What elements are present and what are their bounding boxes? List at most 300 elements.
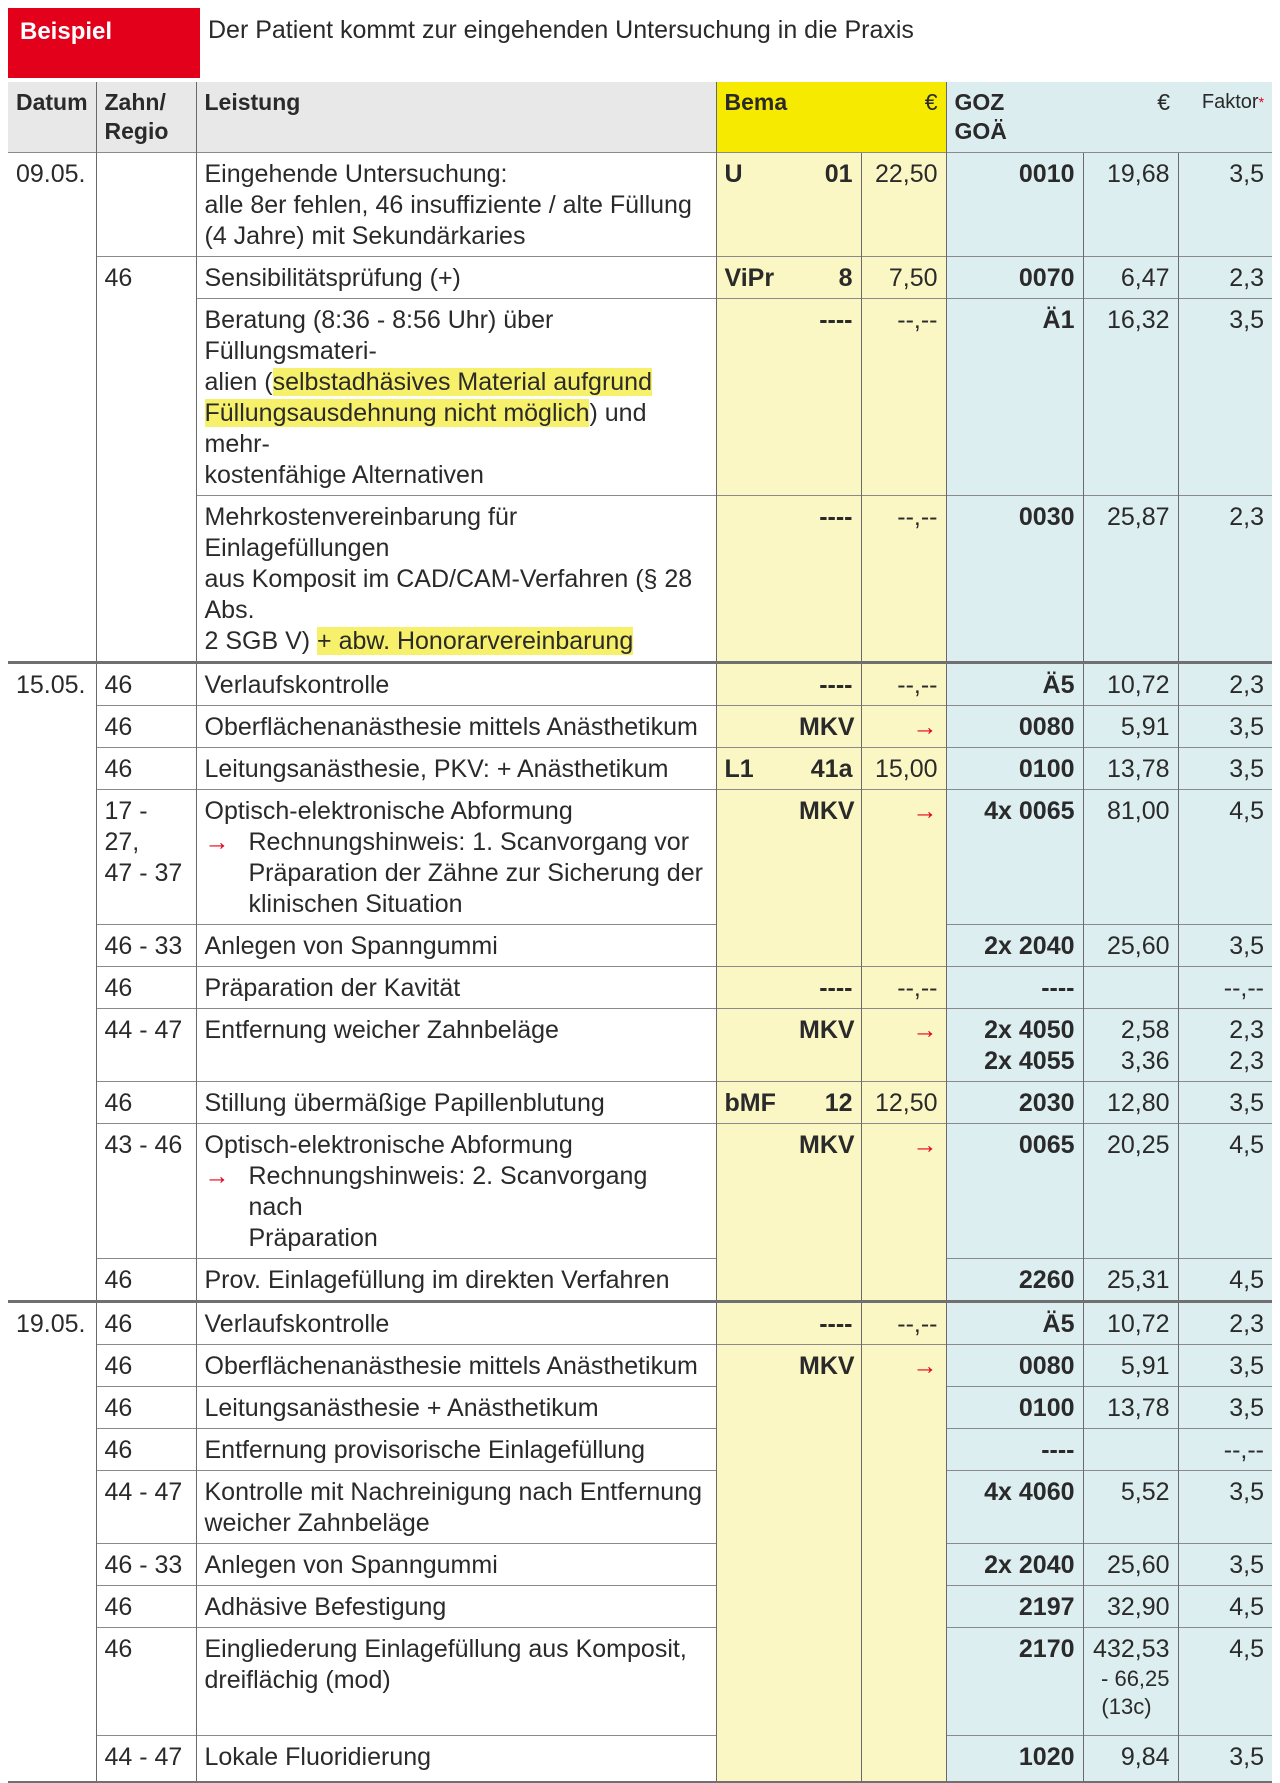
- cell-date: 09.05.: [8, 153, 96, 257]
- goz-code: ----: [1041, 974, 1075, 1002]
- cell-goz-code: [946, 925, 1083, 967]
- cell-bema-euro: 12,50: [861, 1082, 946, 1124]
- goz-code: 2x 2040: [984, 932, 1075, 960]
- cell-tooth: [96, 1586, 196, 1628]
- header-faktor: Faktor*: [1178, 82, 1272, 153]
- tooth-value: 46 - 33: [104, 1551, 183, 1579]
- service-highlight: Füllungsausdehnung nicht möglich: [204, 399, 590, 427]
- goz-code: 0080: [1018, 1352, 1075, 1380]
- cell-tooth: [96, 1124, 196, 1259]
- header-zahn-regio: Zahn/ Regio: [96, 82, 196, 153]
- cell-goz-euro: [1083, 790, 1178, 925]
- service-line: Verlaufskontrolle: [204, 671, 390, 699]
- faktor-value: 3,5: [1229, 160, 1265, 188]
- faktor-value: 3,5: [1229, 1089, 1265, 1117]
- faktor-value: 2,3: [1229, 503, 1265, 531]
- cell-service: [196, 257, 716, 299]
- cell-goz-euro: [1083, 299, 1178, 496]
- cell-faktor: [1178, 1471, 1272, 1544]
- cell-bema-number: ----: [791, 1302, 861, 1345]
- cell-date: [8, 1345, 96, 1387]
- service-line: ) und mehr-: [204, 399, 647, 458]
- cell-goz-code: [946, 496, 1083, 663]
- table-row: [8, 496, 1272, 663]
- table-row: [8, 1009, 1272, 1082]
- goz-euro: 19,68: [1106, 160, 1170, 188]
- cell-date: 19.05.: [8, 1302, 96, 1345]
- cell-date: [8, 1429, 96, 1471]
- service-line: Adhäsive Befestigung: [204, 1593, 447, 1621]
- faktor-value: 2,3: [1229, 1016, 1265, 1044]
- cell-faktor: [1178, 1429, 1272, 1471]
- cell-service: [196, 925, 716, 967]
- cell-bema-code: [716, 1429, 791, 1471]
- faktor-value: 3,5: [1229, 713, 1265, 741]
- service-line: dreiflächig (mod): [204, 1666, 391, 1694]
- cell-bema-euro: 22,50: [861, 153, 946, 257]
- tooth-value: 46: [104, 974, 133, 1002]
- cell-date: [8, 967, 96, 1009]
- cell-bema-euro: --,--: [861, 663, 946, 706]
- cell-bema-euro: 15,00: [861, 748, 946, 790]
- service-line: weicher Zahnbeläge: [204, 1509, 430, 1537]
- service-line: Anlegen von Spanngummi: [204, 1551, 498, 1579]
- faktor-value: 4,5: [1229, 1593, 1265, 1621]
- cell-bema-euro: →: [861, 1345, 946, 1387]
- cell-bema-number: 8: [791, 257, 861, 299]
- goz-euro: 9,84: [1120, 1743, 1170, 1771]
- cell-goz-code: [946, 1302, 1083, 1345]
- cell-bema-number: [791, 1628, 861, 1736]
- table-row: [8, 257, 1272, 299]
- cell-goz-euro: [1083, 257, 1178, 299]
- service-line: Kontrolle mit Nachreinigung nach Entfernung: [204, 1478, 703, 1506]
- cell-tooth: [96, 925, 196, 967]
- cell-date: [8, 1544, 96, 1586]
- faktor-value: 4,5: [1229, 1635, 1265, 1663]
- cell-bema-number: MKV: [791, 1124, 861, 1259]
- cell-faktor: [1178, 1628, 1272, 1736]
- cell-goz-code: [946, 706, 1083, 748]
- cell-service: [196, 1082, 716, 1124]
- cell-goz-euro: [1083, 925, 1178, 967]
- goz-code: ----: [1041, 1436, 1075, 1464]
- cell-bema-number: MKV: [791, 1009, 861, 1082]
- table-row: [8, 967, 1272, 1009]
- cell-tooth: [96, 706, 196, 748]
- goz-euro: 25,87: [1106, 503, 1170, 531]
- cell-faktor: [1178, 1082, 1272, 1124]
- faktor-value: 3,5: [1229, 1551, 1265, 1579]
- table-row: [8, 1736, 1272, 1782]
- tooth-value: 46: [104, 1352, 133, 1380]
- service-line: Oberflächenanästhesie mittels Anästhetikum: [204, 713, 698, 741]
- goz-euro: 13,78: [1106, 1394, 1170, 1422]
- cell-bema-code: [716, 1345, 791, 1387]
- cell-service: [196, 1345, 716, 1387]
- cell-faktor: [1178, 1544, 1272, 1586]
- cell-date: [8, 299, 96, 496]
- goz-code: 1020: [1018, 1743, 1075, 1771]
- cell-bema-number: [791, 925, 861, 967]
- cell-bema-code: [716, 1302, 791, 1345]
- cell-date: [8, 1586, 96, 1628]
- cell-bema-euro: →: [861, 1009, 946, 1082]
- cell-bema-euro: →: [861, 790, 946, 925]
- cell-goz-code: [946, 1429, 1083, 1471]
- cell-goz-code: [946, 299, 1083, 496]
- service-line: Oberflächenanästhesie mittels Anästhetikum: [204, 1352, 698, 1380]
- note-line: Präparation der Zähne zur Sicherung der: [248, 859, 703, 887]
- cell-faktor: [1178, 1586, 1272, 1628]
- service-line: Leitungsanästhesie, PKV: + Anästhetikum: [204, 755, 669, 783]
- goz-euro: 20,25: [1106, 1131, 1170, 1159]
- service-line: Beratung (8:36 - 8:56 Uhr) über Füllungsmateri-: [204, 306, 554, 365]
- goz-euro: 12,80: [1106, 1089, 1170, 1117]
- cell-tooth: [96, 1082, 196, 1124]
- goz-code: 0100: [1018, 755, 1075, 783]
- cell-goz-code: [946, 1471, 1083, 1544]
- cell-goz-euro: [1083, 496, 1178, 663]
- cell-date: [8, 1009, 96, 1082]
- faktor-value: 2,3: [1229, 671, 1265, 699]
- cell-faktor: [1178, 790, 1272, 925]
- service-line: alien (: [204, 368, 273, 396]
- cell-service: [196, 1736, 716, 1782]
- service-line: Eingehende Untersuchung:: [204, 160, 508, 188]
- faktor-value: 3,5: [1229, 932, 1265, 960]
- cell-bema-number: 01: [791, 153, 861, 257]
- cell-bema-number: [791, 1544, 861, 1586]
- cell-date: [8, 925, 96, 967]
- table-row: [8, 1124, 1272, 1259]
- cell-tooth: [96, 1259, 196, 1302]
- example-badge: Beispiel: [8, 8, 200, 78]
- goz-euro: 16,32: [1106, 306, 1170, 334]
- cell-tooth: [96, 1345, 196, 1387]
- cell-date: [8, 1471, 96, 1544]
- goz-code: 2x 2040: [984, 1551, 1075, 1579]
- service-line: Lokale Fluoridierung: [204, 1743, 432, 1771]
- cell-bema-code: [716, 496, 791, 663]
- cell-faktor: [1178, 1736, 1272, 1782]
- cell-tooth: [96, 257, 196, 299]
- cell-bema-number: MKV: [791, 790, 861, 925]
- cell-service: [196, 496, 716, 663]
- cell-tooth: [96, 748, 196, 790]
- cell-tooth: [96, 1471, 196, 1544]
- table-row: [8, 1628, 1272, 1736]
- cell-bema-code: [716, 1124, 791, 1259]
- cell-bema-euro: [861, 1586, 946, 1628]
- cell-goz-euro: [1083, 1082, 1178, 1124]
- tooth-value: 44 - 47: [104, 1016, 183, 1044]
- cell-faktor: [1178, 1345, 1272, 1387]
- cell-goz-euro: [1083, 1124, 1178, 1259]
- cell-tooth: [96, 1628, 196, 1736]
- cell-service: [196, 1544, 716, 1586]
- table-row: [8, 1429, 1272, 1471]
- faktor-value: 2,3: [1229, 1310, 1265, 1338]
- cell-bema-code: bMF: [716, 1082, 791, 1124]
- cell-goz-code: [946, 1387, 1083, 1429]
- cell-bema-code: [716, 1009, 791, 1082]
- cell-tooth: [96, 1009, 196, 1082]
- goz-code: 0070: [1018, 264, 1075, 292]
- goz-code: 0080: [1018, 713, 1075, 741]
- tooth-value: 46: [104, 1436, 133, 1464]
- cell-goz-code: [946, 153, 1083, 257]
- red-arrow-icon: →: [204, 1162, 230, 1190]
- tooth-value: 46: [104, 1266, 133, 1294]
- goz-euro: 81,00: [1106, 797, 1170, 825]
- cell-service: [196, 967, 716, 1009]
- cell-goz-code: [946, 1544, 1083, 1586]
- cell-bema-code: [716, 663, 791, 706]
- cell-faktor: [1178, 299, 1272, 496]
- cell-goz-euro: [1083, 967, 1178, 1009]
- header-goz: GOZ GOÄ €: [946, 82, 1178, 153]
- goz-code: Ä1: [1042, 306, 1075, 334]
- cell-date: [8, 257, 96, 299]
- cell-faktor: [1178, 663, 1272, 706]
- cell-goz-euro: [1083, 1387, 1178, 1429]
- cell-service: [196, 1009, 716, 1082]
- service-line: Stillung übermäßige Papillenblutung: [204, 1089, 605, 1117]
- tooth-value: 46: [104, 1394, 133, 1422]
- table-row: [8, 1302, 1272, 1345]
- cell-date: [8, 1387, 96, 1429]
- cell-faktor: [1178, 496, 1272, 663]
- cell-goz-code: [946, 1345, 1083, 1387]
- goz-code: 0100: [1018, 1394, 1075, 1422]
- cell-faktor: [1178, 1259, 1272, 1302]
- table-row: [8, 153, 1272, 257]
- cell-goz-euro: [1083, 153, 1178, 257]
- service-line: kostenfähige Alternativen: [204, 461, 484, 489]
- goz-euro: 32,90: [1106, 1593, 1170, 1621]
- cell-bema-euro: [861, 1628, 946, 1736]
- cell-tooth: [96, 299, 196, 496]
- cell-goz-euro: [1083, 1544, 1178, 1586]
- cell-bema-number: MKV: [791, 1345, 861, 1387]
- table-row: [8, 706, 1272, 748]
- goz-code: 4x 4060: [984, 1478, 1075, 1506]
- goz-code: 0030: [1018, 503, 1075, 531]
- tooth-value: 46: [104, 671, 133, 699]
- tooth-value: 46: [104, 755, 133, 783]
- tooth-value: 46: [104, 713, 133, 741]
- cell-bema-code: L1: [716, 748, 791, 790]
- goz-code: Ä5: [1042, 1310, 1075, 1338]
- cell-bema-code: ViPr: [716, 257, 791, 299]
- cell-service: [196, 1302, 716, 1345]
- goz-code: 2x 4050: [984, 1016, 1075, 1044]
- goz-euro: 10,72: [1106, 671, 1170, 699]
- cell-bema-number: ----: [791, 967, 861, 1009]
- cell-faktor: [1178, 153, 1272, 257]
- service-line: Sensibilitätsprüfung (+): [204, 264, 461, 292]
- table-row: [8, 1259, 1272, 1302]
- cell-service: [196, 706, 716, 748]
- cell-date: [8, 790, 96, 925]
- faktor-value: 3,5: [1229, 1352, 1265, 1380]
- tooth-value-2: 47 - 37: [104, 859, 183, 887]
- service-line: Optisch-elektronische Abformung: [204, 1131, 573, 1159]
- cell-goz-code: [946, 967, 1083, 1009]
- cell-bema-code: [716, 1387, 791, 1429]
- service-line: (4 Jahre) mit Sekundärkaries: [204, 222, 526, 250]
- cell-goz-euro: [1083, 1471, 1178, 1544]
- cell-tooth: [96, 1736, 196, 1782]
- cell-bema-code: [716, 1471, 791, 1544]
- cell-bema-number: [791, 1736, 861, 1782]
- cell-tooth: [96, 663, 196, 706]
- cell-service: [196, 663, 716, 706]
- cell-goz-code: [946, 790, 1083, 925]
- goz-code: 2030: [1018, 1089, 1075, 1117]
- tooth-value: 46: [104, 1089, 133, 1117]
- service-line: Entfernung weicher Zahnbeläge: [204, 1016, 559, 1044]
- cell-goz-code: [946, 1736, 1083, 1782]
- cell-bema-code: [716, 1586, 791, 1628]
- cell-bema-number: [791, 1586, 861, 1628]
- cell-bema-code: [716, 1259, 791, 1302]
- cell-goz-code: [946, 257, 1083, 299]
- cell-date: [8, 1082, 96, 1124]
- goz-euro: 2,58: [1120, 1016, 1170, 1044]
- cell-service: [196, 1387, 716, 1429]
- cell-goz-euro: [1083, 1429, 1178, 1471]
- cell-goz-euro: [1083, 748, 1178, 790]
- cell-goz-euro: [1083, 1009, 1178, 1082]
- cell-bema-code: [716, 790, 791, 925]
- goz-euro: 5,91: [1120, 713, 1170, 741]
- cell-date: [8, 1124, 96, 1259]
- cell-faktor: [1178, 925, 1272, 967]
- table-row: [8, 1082, 1272, 1124]
- cell-bema-number: 41a: [791, 748, 861, 790]
- cell-faktor: [1178, 706, 1272, 748]
- service-line: Mehrkostenvereinbarung für Einlagefüllungen: [204, 503, 518, 562]
- cell-bema-number: [791, 1471, 861, 1544]
- service-line: aus Komposit im CAD/CAM-Verfahren (§ 28 Abs.: [204, 565, 693, 624]
- service-highlight: + abw. Honorarvereinbarung: [317, 627, 634, 655]
- cell-tooth: [96, 967, 196, 1009]
- cell-goz-euro: [1083, 1302, 1178, 1345]
- cell-bema-euro: →: [861, 1124, 946, 1259]
- cell-faktor: [1178, 1009, 1272, 1082]
- goz-euro: 25,31: [1106, 1266, 1170, 1294]
- note-line: Rechnungshinweis: 2. Scanvorgang nach: [248, 1162, 648, 1221]
- cell-service: [196, 153, 716, 257]
- cell-tooth: [96, 496, 196, 663]
- cell-goz-code: [946, 1586, 1083, 1628]
- cell-bema-euro: [861, 1387, 946, 1429]
- tooth-value: 46: [104, 264, 133, 292]
- cell-bema-code: [716, 1544, 791, 1586]
- cell-goz-code: [946, 663, 1083, 706]
- cell-service: [196, 1471, 716, 1544]
- cell-date: [8, 1628, 96, 1736]
- cell-bema-code: [716, 299, 791, 496]
- table-row: [8, 925, 1272, 967]
- service-line: alle 8er fehlen, 46 insuffiziente / alte Füllung: [204, 191, 692, 219]
- goz-euro-2: 3,36: [1120, 1047, 1170, 1075]
- service-line: Entfernung provisorische Einlagefüllung: [204, 1436, 646, 1464]
- note-line: Rechnungshinweis: 1. Scanvorgang vor: [248, 828, 690, 856]
- goz-code: 2197: [1018, 1593, 1075, 1621]
- goz-code: 4x 0065: [984, 797, 1075, 825]
- cell-faktor: [1178, 748, 1272, 790]
- cell-date: [8, 706, 96, 748]
- service-line: Optisch-elektronische Abformung: [204, 797, 573, 825]
- cell-service: [196, 299, 716, 496]
- billing-note: [205, 827, 708, 920]
- page-headline: Der Patient kommt zur eingehenden Untersuchung in die Praxis: [208, 16, 914, 44]
- cell-bema-euro: →: [861, 706, 946, 748]
- cell-goz-euro: [1083, 663, 1178, 706]
- goz-euro: 25,60: [1106, 932, 1170, 960]
- service-line: Verlaufskontrolle: [204, 1310, 390, 1338]
- faktor-value: --,--: [1223, 974, 1265, 1002]
- cell-service: [196, 748, 716, 790]
- cell-bema-euro: --,--: [861, 1302, 946, 1345]
- cell-bema-number: [791, 1259, 861, 1302]
- cell-bema-code: [716, 1736, 791, 1782]
- billing-table: [8, 82, 1272, 1783]
- service-line: Präparation der Kavität: [204, 974, 461, 1002]
- tooth-value: 46 - 33: [104, 932, 183, 960]
- faktor-value: 3,5: [1229, 306, 1265, 334]
- cell-bema-euro: [861, 1544, 946, 1586]
- cell-service: [196, 1124, 716, 1259]
- goz-code: Ä5: [1042, 671, 1075, 699]
- cell-tooth: [96, 1387, 196, 1429]
- goz-code: 2170: [1018, 1635, 1075, 1663]
- table-row: [8, 790, 1272, 925]
- faktor-value: --,--: [1223, 1436, 1265, 1464]
- cell-faktor: [1178, 967, 1272, 1009]
- cell-bema-euro: --,--: [861, 299, 946, 496]
- cell-bema-code: [716, 1628, 791, 1736]
- table-row: [8, 1544, 1272, 1586]
- cell-service: [196, 1628, 716, 1736]
- faktor-value: 3,5: [1229, 755, 1265, 783]
- faktor-value: 4,5: [1229, 797, 1265, 825]
- tooth-value: 46: [104, 1310, 133, 1338]
- table-row: [8, 1345, 1272, 1387]
- cell-goz-euro: [1083, 1586, 1178, 1628]
- cell-tooth: [96, 153, 196, 257]
- goz-euro: 13,78: [1106, 755, 1170, 783]
- cell-goz-euro: [1083, 1345, 1178, 1387]
- table-row: [8, 663, 1272, 706]
- cell-bema-number: [791, 1387, 861, 1429]
- cell-date: [8, 748, 96, 790]
- goz-deduction: - 66,25: [1101, 1666, 1170, 1691]
- faktor-value-2: 2,3: [1229, 1047, 1265, 1075]
- table-row: [8, 1387, 1272, 1429]
- faktor-value: 3,5: [1229, 1478, 1265, 1506]
- cell-bema-code: U: [716, 153, 791, 257]
- note-line: klinischen Situation: [248, 890, 463, 918]
- cell-bema-euro: --,--: [861, 496, 946, 663]
- billing-note: [205, 1161, 708, 1254]
- cell-faktor: [1178, 1124, 1272, 1259]
- cell-goz-euro: [1083, 1259, 1178, 1302]
- note-line: Präparation: [248, 1224, 378, 1252]
